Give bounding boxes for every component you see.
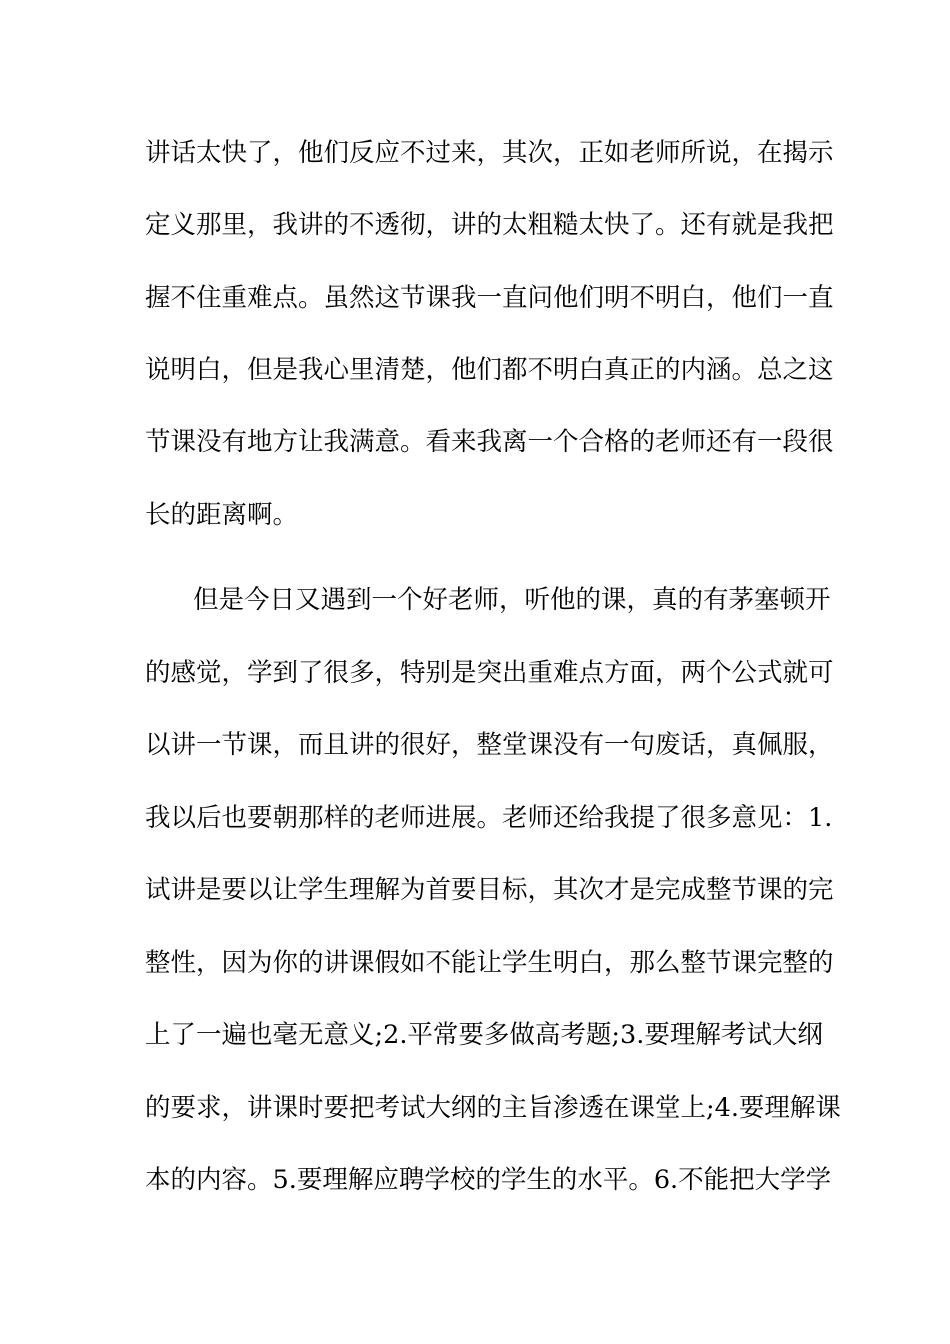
paragraph-2-line-2: 的感觉，学到了很多，特别是突出重难点方面，两个公式就可: [145, 658, 834, 688]
paragraph-1-line-5: 节课没有地方让我满意。看来我离一个合格的老师还有一段很: [145, 427, 834, 457]
paragraph-1-line-2: 定义那里，我讲的不透彻，讲的太粗糙太快了。还有就是我把: [145, 210, 834, 240]
paragraph-2-line-9: 本的内容。5.要理解应聘学校的学生的水平。6.不能把大学学: [145, 1165, 832, 1195]
paragraph-2-line-5: 试讲是要以让学生理解为首要目标，其次才是完成整节课的完: [145, 875, 834, 905]
paragraph-2-line-4: 我以后也要朝那样的老师进展。老师还给我提了很多意见：1.: [145, 803, 833, 833]
paragraph-2-line-1: 但是今日又遇到一个好老师，听他的课，真的有茅塞顿开: [193, 585, 831, 615]
paragraph-1-line-6: 长的距离啊。: [145, 500, 299, 530]
paragraph-2-line-8: 的要求，讲课时要把考试大纲的主旨渗透在课堂上;4.要理解课: [145, 1093, 841, 1123]
paragraph-1-line-4: 说明白，但是我心里清楚，他们都不明白真正的内涵。总之这: [145, 355, 834, 385]
paragraph-1-line-3: 握不住重难点。虽然这节课我一直问他们明不明白，他们一直: [145, 283, 834, 313]
paragraph-2-line-6: 整性，因为你的讲课假如不能让学生明白，那么整节课完整的: [145, 948, 834, 978]
paragraph-2-line-7: 上了一遍也毫无意义;2.平常要多做高考题;3.要理解考试大纲: [145, 1020, 823, 1050]
paragraph-2-line-3: 以讲一节课，而且讲的很好，整堂课没有一句废话，真佩服，: [145, 730, 834, 760]
paragraph-1-line-1: 讲话太快了，他们反应不过来，其次，正如老师所说，在揭示: [145, 138, 834, 168]
